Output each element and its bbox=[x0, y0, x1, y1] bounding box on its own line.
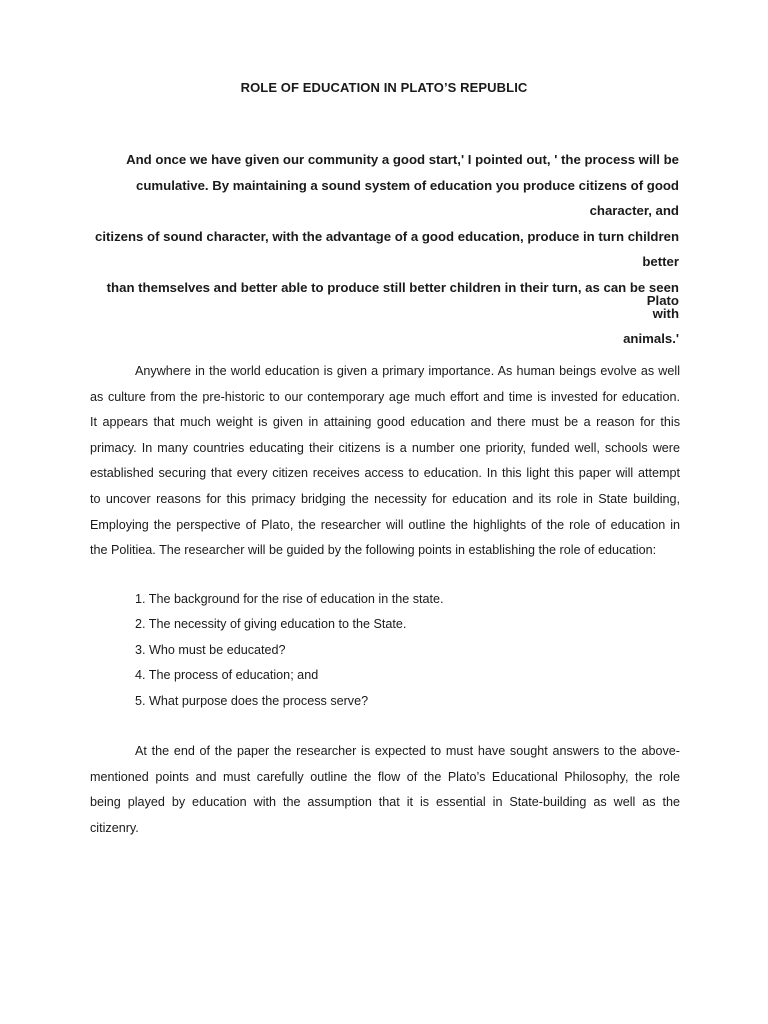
list-item: 4. The process of education; and bbox=[135, 668, 319, 683]
list-item: 1. The background for the rise of education in the state. bbox=[135, 592, 444, 606]
epigraph-line: animals.' bbox=[623, 331, 679, 347]
epigraph-line: cumulative. By maintaining a sound system of education you produce citizens of good character, and bbox=[136, 177, 679, 219]
paragraph-line: mentioned points and must carefully outline the flow of the Plato’s Educational Philosophy, the role bbox=[90, 769, 680, 784]
paragraph-line: as culture from the pre-historic to our contemporary age much effort and time is invested for education. bbox=[90, 389, 680, 404]
epigraph-line: than themselves and better able to produce still better children in their turn, as can be seen with bbox=[106, 279, 679, 321]
paragraph-line: being played by education with the assumption that it is essential in State-building as well as the bbox=[90, 795, 680, 810]
closing-paragraph bbox=[90, 739, 680, 841]
list-item: 2. The necessity of giving education to the State. bbox=[135, 617, 407, 632]
paragraph-line: citizenry. bbox=[90, 820, 139, 835]
paragraph-line: established securing that every citizen receives access to education. In this light this paper will attempt bbox=[90, 466, 680, 481]
paragraph-line: Employing the perspective of Plato, the researcher will outline the highlights of the role of education in bbox=[90, 517, 680, 532]
list-item: 3. Who must be educated? bbox=[135, 642, 286, 657]
paragraph-line: primacy. In many countries educating their citizens is a number one priority, funded well, schools were bbox=[90, 440, 680, 455]
document-title: ROLE OF EDUCATION IN PLATO’S REPUBLIC bbox=[240, 80, 528, 95]
paragraph-line: Anywhere in the world education is given a primary importance. As human beings evolve as well bbox=[135, 364, 680, 378]
paragraph-line: It appears that much weight is given in attaining good education and there must be a reason for this bbox=[90, 415, 680, 430]
epigraph-line: And once we have given our community a good start,' I pointed out, ' the process will be bbox=[126, 152, 679, 167]
epigraph-quote bbox=[92, 147, 679, 352]
epigraph-author: Plato bbox=[646, 293, 679, 308]
paragraph-line: the Politiea. The researcher will be guided by the following points in establishing the role of education: bbox=[90, 543, 657, 558]
epigraph-line: citizens of sound character, with the advantage of a good education, produce in turn children better bbox=[95, 228, 679, 270]
paragraph-line: to uncover reasons for this primacy bridging the necessity for education and its role in State building, bbox=[90, 491, 680, 506]
list-item: 5. What purpose does the process serve? bbox=[135, 693, 369, 708]
intro-paragraph bbox=[90, 359, 680, 564]
paragraph-line: At the end of the paper the researcher is expected to must have sought answers to the above- bbox=[135, 744, 680, 758]
guiding-points-list bbox=[135, 587, 635, 714]
